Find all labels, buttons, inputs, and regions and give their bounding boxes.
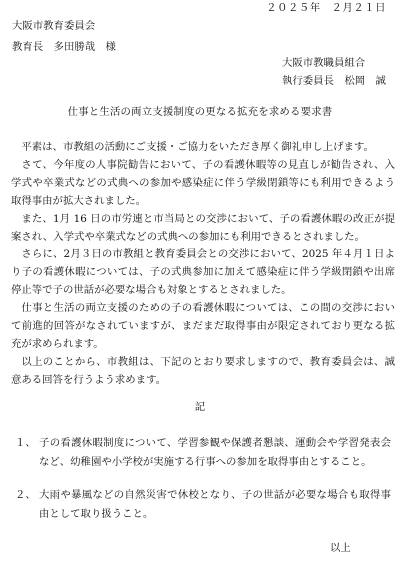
ki-heading: 記 — [194, 401, 206, 413]
demand-number: １、 — [15, 437, 36, 449]
body-paragraph: また、1月 16 日の市労連と市当局との交渉において、子の看護休暇の改正が提案され、入学式や卒業式などの式典への参加にも利用できるとされました。 — [11, 212, 395, 243]
body-paragraph: 以上のことから、市教組は、下記のとおり要求しますので、教育委員会は、誠意ある回答を行うよう求めます。 — [11, 355, 395, 386]
recipient-organization: 大阪市教育委員会 — [12, 20, 96, 32]
demand-text: 子の看護休暇制度について、学習参観や保護者懇談、運動会や学習発表会など、幼稚園や小学校が実施する行事への参加を取得事由とすること。 — [39, 437, 391, 468]
document-body — [11, 139, 395, 390]
closing-mark: 以上 — [330, 542, 351, 554]
body-paragraph: さて、今年度の人事院勧告において、子の看護休暇等の見直しが勧告され、入学式や卒業式などの式典への参加や感染症に伴う学級閉鎖等にも利用できるよう取得事由が拡大されました。 — [11, 158, 395, 207]
document-date: ２０２５年 ２月２１日 — [266, 2, 386, 14]
demand-list — [15, 434, 391, 538]
demand-text: 大雨や暴風などの自然災害で休校となり、子の世話が必要な場合も取得事由として取り扱うこと。 — [39, 489, 391, 520]
demand-number: ２、 — [15, 489, 36, 501]
recipient-name: 教育長 多田勝哉 様 — [12, 41, 116, 53]
sender-name: 執行委員長 松岡 誠 — [282, 75, 386, 87]
body-paragraph: 仕事と生活の両立支援のための子の看護休暇については、この間の交渉において前進的回答がなされていますが、まだまだ取得事由が限定されており更なる拡充が求められます。 — [11, 302, 395, 350]
sender-organization: 大阪市教職員組合 — [282, 57, 366, 69]
body-paragraph: さらに、2月３日の市教組と教育委員会との交渉において、2025 年４月１日より子の看護休暇については、子の式典参加に加えて感染症に伴う学級閉鎖や出席停止等で子の世話が必要な場合も対象とするとされました。 — [11, 248, 395, 297]
document-title: 仕事と生活の両立支援制度の更なる拡充を求める要求書 — [67, 106, 333, 118]
demand-item — [15, 434, 391, 472]
demand-item — [15, 486, 391, 524]
body-paragraph: 平素は、市教組の活動にご支援・ご協力をいただき厚く御礼申し上げます。 — [21, 141, 374, 153]
